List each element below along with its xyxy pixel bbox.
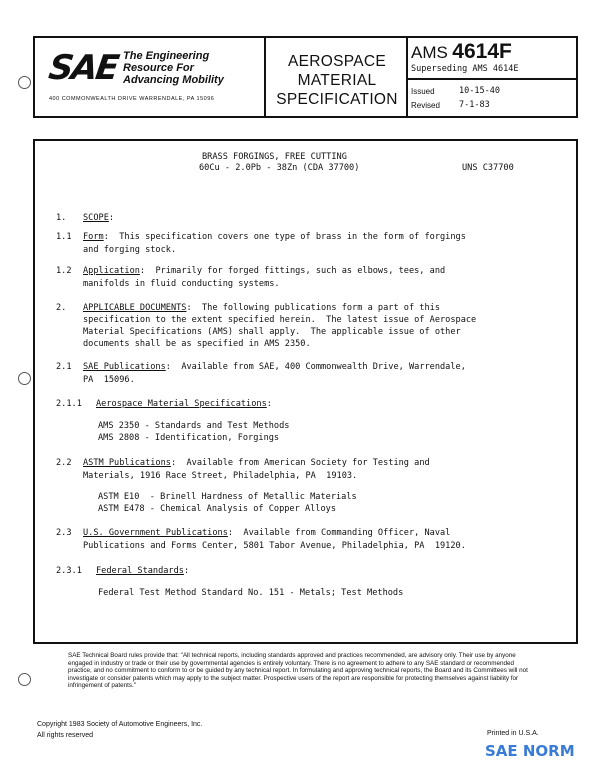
punch-hole-bottom [18,673,31,686]
ams-number: AMS 4614F [411,40,512,63]
material-title: BRASS FORGINGS, FREE CUTTING [202,152,347,162]
section-text: documents shall be as specified in AMS 2350. [83,339,311,349]
section-heading-line [83,303,440,313]
section-heading: U.S. Government Publications [83,528,228,538]
section-text: manifolds in fluid conducting systems. [83,279,280,289]
rights-reserved: All rights reserved [37,732,94,739]
section-text: and forging stock. [83,245,177,255]
revised-date: 7-1-83 [459,100,490,110]
issued-label: Issued [411,87,435,96]
section-text: Publications and Forms Center, 5801 Tabor Avenue, Philadelphia, PA 19120. [83,541,466,551]
section-number: 1. [56,213,67,223]
section-number: 2.2 [56,458,72,468]
section-text: Material Specifications (AMS) shall apply. The applicable issue of other [83,327,461,337]
section-text: : [108,213,115,223]
technical-board-disclaimer: SAE Technical Board rules provide that: "All technical reports, including standards approved and practices recommended, are advisory only. Their use by anyone engaged in industry or trade or their use by governmental agencies is entirely voluntary. There is no agreement to adhere to any SAE standard or recommended practice, and no commitment to conform to or be guided by any technical report. In formulating and approving technical reports, the Board and its Committees will not investigate or consider patents which may apply to the subject matter. Prospective users of the report are responsible for protecting themselves against liability for infringement of patents." [68,652,528,690]
section-number: 2.1 [56,362,72,372]
section-text: : [183,566,190,576]
uns-number: UNS C37700 [462,163,514,173]
section-heading: Form [83,232,104,242]
section-text: Materials, 1916 Race Street, Philadelphia, PA 19103. [83,471,358,481]
composition: 60Cu - 2.0Pb - 38Zn (CDA 37700) [199,163,360,173]
section-text: : Available from American Society for Testing and [170,458,430,468]
punch-hole-middle [18,372,31,385]
address: 400 COMMONWEALTH DRIVE WARRENDALE, PA 15096 [49,96,215,102]
header-box [33,36,578,118]
section-heading-line [83,213,114,223]
section-text: : Available from Commanding Officer, Naval [227,528,451,538]
section-heading-line [83,362,466,372]
section-number: 1.1 [56,232,72,242]
section-text: ASTM E478 - Chemical Analysis of Copper Alloys [98,504,336,514]
tagline: The Engineering Resource For Advancing Mobility [123,50,224,86]
section-text: : [266,399,272,409]
section-heading-line [83,458,430,468]
section-heading-line [83,266,445,276]
punch-hole-top [18,76,31,89]
section-text: ASTM E10 - Brinell Hardness of Metallic Materials [98,492,357,502]
section-text: : The following publications form a part of this [186,303,441,313]
section-text: specification to the extent specified herein. The latest issue of Aerospace [83,315,477,325]
section-number: 1.2 [56,266,72,276]
section-heading-line [96,566,189,576]
section-text: AMS 2350 - Standards and Test Methods [98,421,290,431]
section-text: AMS 2808 - Identification, Forgings [98,433,280,443]
section-heading-line [96,399,272,409]
section-number: 2.3 [56,528,72,538]
section-number: 2.1.1 [56,399,82,409]
section-heading: APPLICABLE DOCUMENTS [83,303,187,313]
document-type-title: AEROSPACE MATERIAL SPECIFICATION [276,53,398,108]
copyright: Copyright 1983 Society of Automotive Engineers, Inc. [37,721,203,728]
sae-logo: SAE [46,48,120,88]
section-text: PA 15096. [83,375,135,385]
section-heading: SCOPE [83,213,109,223]
section-number: 2. [56,303,67,313]
section-text: : This specification covers one type of brass in the form of forgings [103,232,466,242]
issued-date: 10-15-40 [459,86,500,96]
section-heading: ASTM Publications [83,458,171,468]
section-heading-line [83,528,450,538]
section-text: : Primarily for forged fittings, such as elbows, tees, and [139,266,446,276]
section-heading: Aerospace Material Specifications [96,399,267,409]
superseding-note: Superseding AMS 4614E [411,64,519,74]
section-text: Federal Test Method Standard No. 151 - Metals; Test Methods [98,588,404,598]
sae-norm-watermark: SAE NORM [485,742,575,760]
section-heading-line [83,232,466,242]
section-text: : Available from SAE, 400 Commonwealth Drive, Warrendale, [165,362,466,372]
section-heading: SAE Publications [83,362,166,372]
printed-in: Printed in U.S.A. [487,730,539,737]
section-heading: Federal Standards [96,566,184,576]
section-number: 2.3.1 [56,566,82,576]
revised-label: Revised [411,101,440,110]
section-heading: Application [83,266,140,276]
